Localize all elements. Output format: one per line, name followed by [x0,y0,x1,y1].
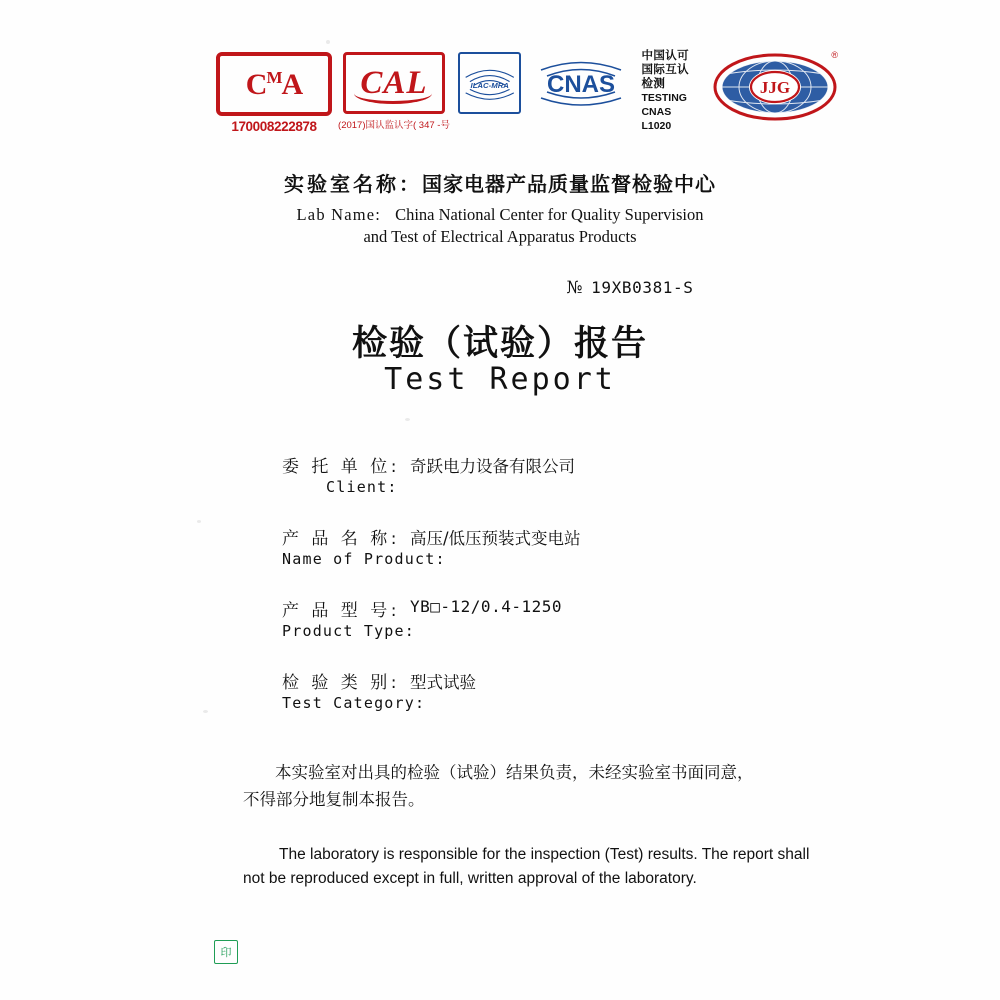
cnas-icon [535,52,627,114]
field-test-category-label-cn: 检 验 类 别: [282,673,400,693]
cal-logo-mark: CAL [360,64,428,101]
lab-name-en-row [0,204,1000,249]
lab-name-cn-row [0,168,1000,197]
field-product-name [282,524,922,578]
number-symbol-icon: № [566,278,584,298]
cal-logo-caption: (2017)国认监认字( 347 -号 [338,120,450,131]
field-test-category-label-en: Test Category: [282,694,426,712]
disclaimer-en-line2-wrap [243,867,813,890]
lab-name-value-en-line1: China National Center for Quality Supervision [395,205,704,224]
field-client-label-cn: 委 托 单 位: [282,457,400,477]
disclaimer-en-line2: not be reproduced except in full, written approval of the laboratory. [243,869,697,887]
page-title: 检验（试验）报告 [351,324,648,364]
cma-logo [218,52,330,136]
ilac-mra-logo [458,52,521,114]
field-client-value: 奇跃电力设备有限公司 [410,457,575,476]
globe-icon [712,52,838,122]
disclaimer-cn-line1: 本实验室对出具的检验（试验）结果负责，未经实验室书面同意， [275,763,754,782]
disclaimer-cn-line2-wrap [243,787,813,814]
lab-name-block [0,168,1000,249]
lab-name-label-en: Lab Name: [296,205,382,224]
report-number [0,278,1000,298]
disclaimer-cn [243,760,813,787]
cma-logo-number: 170008222878 [231,119,317,134]
disclaimer-cn-line2: 不得部分地复制本报告。 [243,789,425,809]
cnas-text-line1: 中国认可 [641,50,690,63]
accreditation-logo-strip [218,52,838,138]
svg-text:CNAS: CNAS [547,71,616,98]
field-product-name-label-en: Name of Product: [282,550,446,568]
svg-text:JJG: JJG [759,78,791,97]
scan-speckle [197,520,201,523]
ilac-mra-icon [460,53,519,113]
lab-name-value-cn: 国家电器产品质量监督检验中心 [422,172,716,196]
field-product-name-label-cn: 产 品 名 称: [282,529,400,549]
lab-name-label-cn: 实验室名称： [284,172,422,196]
lab-name-value-en-line2: and Test of Electrical Apparatus Products [363,227,637,247]
scan-speckle [326,40,330,44]
report-fields [282,452,922,740]
scan-speckle [405,418,410,421]
cal-logo [338,52,450,136]
cnas-accreditation-text [641,52,698,130]
disclaimer-en [243,843,813,866]
field-product-type-label-en: Product Type: [282,622,415,640]
jjg-globe-logo [712,52,838,124]
svg-text:ILAC-MRA: ILAC-MRA [470,80,509,90]
cnas-text-line4: TESTING [641,92,687,105]
cnas-logo [535,52,627,114]
field-test-category [282,668,922,722]
cal-logo-frame [343,52,445,114]
report-number-value: 19XB0381-S [591,278,694,297]
registered-trademark-icon: ® [831,50,838,60]
field-product-type-label-cn: 产 品 型 号: [282,601,400,621]
field-product-name-value: 高压/低压预装式变电站 [410,529,581,548]
seal-stamp-icon: 印 [214,940,238,964]
field-client-label-en: Client: [326,478,398,496]
cal-logo-swoosh [354,83,432,104]
cma-logo-mark: $C^MA$ [245,67,303,101]
disclaimer-block [243,760,813,890]
cma-logo-frame [216,52,332,116]
scan-speckle [203,710,208,713]
field-product-type-value: YB□-12/0.4-1250 [410,597,562,616]
field-test-category-value: 型式试验 [410,673,476,692]
cnas-text-line2: 国际互认 [641,64,690,77]
field-client [282,452,922,506]
cnas-text-line5: CNAS L1020 [641,106,672,132]
cnas-text-line3: 检测 [641,78,666,91]
field-product-type [282,596,922,650]
disclaimer-en-line1: The laboratory is responsible for the inspection (Test) results. The report shall [279,846,810,864]
page-title-en: Test Report [384,362,616,397]
